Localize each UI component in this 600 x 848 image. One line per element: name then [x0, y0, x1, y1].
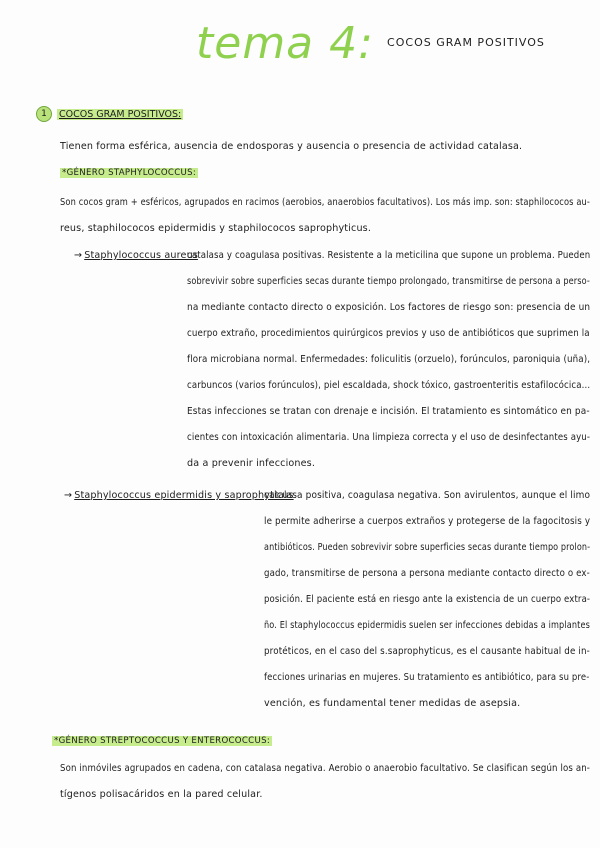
aureus-text-line: da a prevenir infecciones.: [187, 458, 316, 469]
aureus-label: → Staphylococcus aureus: [74, 250, 198, 261]
arrow-right-icon: →: [64, 490, 73, 501]
aureus-text-line: catalasa y coagulasa positivas. Resistente a la meticilina que supone un problema. Pueden: [187, 250, 591, 261]
epidermidis-text-line: gado, transmitirse de persona a persona mediante contacto directo o ex-: [264, 568, 590, 579]
aureus-text-line: carbuncos (varios forúnculos), piel escaldada, shock tóxico, gastroenteritis estafilocócica...: [187, 380, 591, 391]
page-title: [196, 18, 545, 69]
genus1-text-line: Son cocos gram + esféricos, agrupados en racimos (aerobios, anaerobios facultativos). Los más imp. son: staphilococos au-: [60, 197, 591, 208]
aureus-text-line: cuerpo extraño, procedimientos quirúrgicos previos y uso de antibióticos que suprimen la: [187, 328, 590, 339]
arrow-right-icon: →: [74, 250, 83, 261]
epidermidis-label: → Staphylococcus epidermidis y saprophyticus: [64, 490, 294, 501]
genus2-text-line: tígenos polisacáridos en la pared celular.: [60, 789, 263, 800]
section-title: COCOS GRAM POSITIVOS:: [59, 108, 182, 120]
epidermidis-text-line: le permite adherirse a cuerpos extraños y protegerse de la fagocitosis y: [264, 516, 591, 527]
epidermidis-text-line: posición. El paciente está en riesgo ante la existencia de un cuerpo extra-: [264, 594, 591, 605]
epidermidis-text-line: antibióticos. Pueden sobrevivir sobre superficies secas durante tiempo prolon-: [264, 542, 591, 553]
genus2-heading: *GÉNERO STREPTOCOCCUS Y ENTEROCOCCUS:: [54, 736, 271, 746]
genus1-text-line: reus, staphilococos epidermidis y staphilococos saprophyticus.: [60, 223, 372, 234]
aureus-text-line: na mediante contacto directo o exposición. Los factores de riesgo son: presencia de un: [187, 302, 591, 313]
genus2-text-line: Son inmóviles agrupados en cadena, con catalasa negativa. Aerobio o anaerobio facultativo. Se clasifican según los an-: [60, 763, 591, 774]
epidermidis-text-line: fecciones urinarias en mujeres. Su tratamiento es antibiótico, para su pre-: [264, 672, 590, 683]
aureus-text-line: sobrevivir sobre superficies secas durante tiempo prolongado, transmitirse de persona a perso-: [187, 276, 590, 287]
section-heading: [36, 106, 183, 122]
epidermidis-text-line: vención, es fundamental tener medidas de asepsia.: [264, 698, 521, 709]
intro-text: Tienen forma esférica, ausencia de endosporas y ausencia o presencia de actividad catalasa.: [60, 141, 523, 152]
genus1-heading: *GÉNERO STAPHYLOCOCCUS:: [62, 168, 197, 178]
section-number-badge: 1: [36, 106, 52, 122]
title-subtitle: COCOS GRAM POSITIVOS: [387, 36, 545, 49]
epidermidis-text-line: protéticos, en el caso del s.saprophyticus, es el causante habitual de in-: [264, 646, 590, 657]
aureus-text-line: cientes con intoxicación alimentaria. Una limpieza correcta y el uso de desinfectantes ayu-: [187, 432, 591, 443]
epidermidis-text-line: ño. El staphylococcus epidermidis suelen ser infecciones debidas a implantes: [264, 620, 590, 631]
title-main: tema 4:: [196, 18, 374, 69]
aureus-text-line: Estas infecciones se tratan con drenaje e incisión. El tratamiento es sintomático en pa-: [187, 406, 590, 417]
aureus-text-line: flora microbiana normal. Enfermedades: foliculitis (orzuelo), forúnculos, paroniquia (uña),: [187, 354, 591, 365]
epidermidis-text-line: catalasa positiva, coagulasa negativa. Son avirulentos, aunque el limo: [264, 490, 591, 501]
